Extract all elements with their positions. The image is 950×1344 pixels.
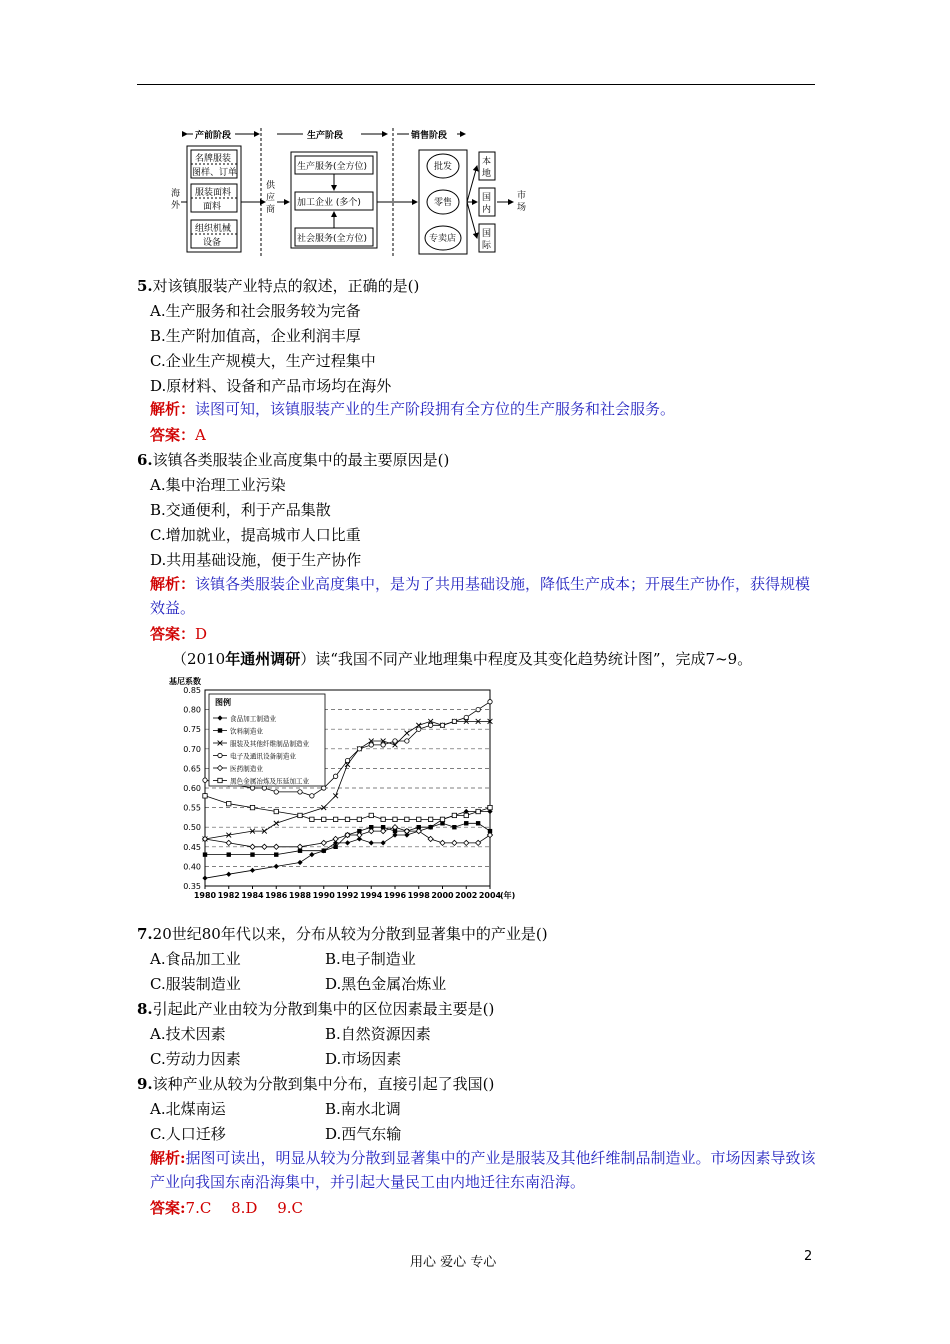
x-tick-label: 2000 xyxy=(431,891,454,900)
y-tick-label: 0.50 xyxy=(183,823,201,833)
data-point-4 xyxy=(250,786,254,790)
legend-title: 图例 xyxy=(215,698,231,707)
x-tick-label: 1982 xyxy=(217,891,240,900)
overseas-label-1: 海 xyxy=(171,189,181,199)
data-point-4 xyxy=(476,707,480,711)
series-line-2 xyxy=(205,823,490,854)
industry-flow-diagram xyxy=(165,124,545,260)
data-point-6 xyxy=(250,805,254,809)
stage-sale-label: 销售阶段 xyxy=(411,131,448,141)
page-number: 2 xyxy=(804,1249,813,1264)
q5-analysis: 解析：读图可知，该镇服装产业的生产阶段拥有全方位的生产服务和社会服务。 xyxy=(150,400,676,418)
data-point-5 xyxy=(250,844,255,849)
legend-entry: 服装及其他纤维制品制造业 xyxy=(230,739,310,748)
q7-option-d: D.黑色金属冶炼业 xyxy=(325,975,447,993)
data-point-1 xyxy=(369,840,374,845)
data-point-5 xyxy=(476,840,481,845)
data-point-5 xyxy=(464,840,469,845)
data-point-6 xyxy=(428,817,432,821)
data-point-2 xyxy=(333,845,337,849)
data-point-5 xyxy=(321,840,326,845)
x-tick-label: 1998 xyxy=(407,891,430,900)
data-point-5 xyxy=(262,844,267,849)
q9-option-a: A.北煤南运 xyxy=(150,1100,226,1118)
data-point-4 xyxy=(464,715,468,719)
data-point-1 xyxy=(297,860,302,865)
data-point-4 xyxy=(440,723,444,727)
local-label-1: 本 xyxy=(482,157,492,167)
x-tick-label: 2004 xyxy=(478,891,502,900)
data-point-4 xyxy=(405,739,409,743)
legend-marker xyxy=(218,728,222,732)
store-label: 专卖店 xyxy=(429,234,457,244)
x-tick-label: 1996 xyxy=(383,891,407,900)
data-point-6 xyxy=(310,817,314,821)
data-point-4 xyxy=(274,790,278,794)
x-tick-label: 1994 xyxy=(360,891,383,900)
q8-option-c: C.劳动力因素 xyxy=(150,1050,241,1068)
data-point-5 xyxy=(226,840,231,845)
fabric-label: 服装面料 xyxy=(195,188,232,198)
data-point-6 xyxy=(488,805,492,809)
supplier-label-3: 商 xyxy=(266,205,276,215)
data-point-4 xyxy=(393,739,397,743)
q8-option-a: A.技术因素 xyxy=(150,1025,226,1043)
q6-option-d: D.共用基础设施，便于生产协作 xyxy=(150,551,362,569)
data-point-6 xyxy=(298,813,302,817)
gini-line-chart xyxy=(165,672,520,900)
data-point-5 xyxy=(333,836,338,841)
data-point-4 xyxy=(381,743,385,747)
market-label-1: 市 xyxy=(517,191,527,201)
data-point-2 xyxy=(250,852,254,856)
question-5: 5.对该镇服装产业特点的叙述，正确的是() xyxy=(137,277,420,295)
data-point-5 xyxy=(440,840,445,845)
data-point-1 xyxy=(381,840,386,845)
q8-option-b: B.自然资源因素 xyxy=(325,1025,431,1043)
data-point-6 xyxy=(322,817,326,821)
prod-service-label: 生产服务(全方位) xyxy=(297,162,368,172)
q9-analysis: 解析:据图可读出，明显从较为分散到显著集中的产业是服装及其他纤维制品制造业。市场因素导致该产业向我国东南沿海集中，并引起大量民工由内地迁往东南沿海。 xyxy=(150,1149,816,1191)
data-point-2 xyxy=(322,849,326,853)
data-point-3 xyxy=(333,793,338,798)
q9-option-d: D.西气东输 xyxy=(325,1125,402,1143)
y-tick-label: 0.70 xyxy=(183,744,201,754)
processing-label: 加工企业 (多个) xyxy=(297,198,361,208)
legend-entry: 食品加工制造业 xyxy=(230,714,277,723)
data-point-1 xyxy=(345,840,350,845)
y-tick-label: 0.60 xyxy=(183,784,201,793)
data-point-6 xyxy=(381,817,385,821)
legend-entry: 黑色金属冶炼及压延加工业 xyxy=(230,777,310,786)
x-tick-label: 1980 xyxy=(193,891,217,900)
data-point-2 xyxy=(476,821,480,825)
q5-option-d: D.原材料、设备和产品市场均在海外 xyxy=(150,377,392,395)
data-point-6 xyxy=(227,801,231,805)
social-service-label: 社会服务(全方位) xyxy=(297,234,368,244)
question-7: 7.20世纪80年代以来，分布从较为分散到显著集中的产业是() xyxy=(137,925,548,943)
brand-orders-label: 图样、订单 xyxy=(192,168,238,178)
x-tick-label: 1992 xyxy=(336,891,359,900)
q6-option-a: A.集中治理工业污染 xyxy=(150,476,286,494)
data-point-6 xyxy=(345,817,349,821)
page-footer: 用心 爱心 专心 xyxy=(410,1255,497,1270)
data-point-2 xyxy=(274,852,278,856)
data-point-4 xyxy=(417,727,421,731)
question-9: 9.该种产业从较为分散到集中分布，直接引起了我国() xyxy=(137,1075,495,1093)
y-tick-label: 0.85 xyxy=(183,686,201,695)
y-tick-label: 0.80 xyxy=(183,705,201,715)
data-point-5 xyxy=(274,844,279,849)
x-axis-label: (年) xyxy=(500,891,516,900)
legend-entry: 医药制造业 xyxy=(230,764,263,773)
q7-option-c: C.服装制造业 xyxy=(150,975,241,993)
y-tick-label: 0.35 xyxy=(183,882,201,891)
machine-label: 组织机械 xyxy=(195,224,232,234)
q6-analysis: 解析：该镇各类服装企业高度集中，是为了共用基础设施，降低生产成本；开展生产协作，获得规模效益。 xyxy=(150,575,811,617)
data-point-4 xyxy=(488,700,492,704)
header-rule xyxy=(137,84,815,85)
wholesale-label: 批发 xyxy=(434,162,453,172)
x-tick-label: 1990 xyxy=(312,891,335,900)
data-point-4 xyxy=(298,790,302,794)
data-point-6 xyxy=(405,817,409,821)
international-label-2: 际 xyxy=(482,241,492,251)
data-point-6 xyxy=(417,817,421,821)
domestic-label-1: 国 xyxy=(482,193,492,203)
retail-label: 零售 xyxy=(434,198,453,208)
q5-option-b: B.生产附加值高，企业利润丰厚 xyxy=(150,327,361,345)
data-point-4 xyxy=(333,774,337,778)
question-6: 6.该镇各类服装企业高度集中的最主要原因是() xyxy=(137,451,450,469)
y-tick-label: 0.55 xyxy=(183,803,201,813)
data-point-4 xyxy=(262,786,266,790)
q8-option-d: D.市场因素 xyxy=(325,1050,402,1068)
data-point-2 xyxy=(428,825,432,829)
question-8: 8.引起此产业由较为分散到集中的区位因素最主要是() xyxy=(137,1000,495,1018)
data-point-6 xyxy=(440,817,444,821)
legend-marker xyxy=(218,778,222,782)
local-label-2: 地 xyxy=(482,169,492,179)
data-point-5 xyxy=(452,840,457,845)
domestic-label-2: 内 xyxy=(482,205,492,215)
overseas-label-2: 外 xyxy=(171,201,181,211)
data-point-4 xyxy=(452,719,456,723)
q9-option-b: B.南水北调 xyxy=(325,1100,401,1118)
y-axis-label: 基尼系数 xyxy=(169,677,201,686)
y-tick-label: 0.75 xyxy=(183,725,201,735)
data-point-1 xyxy=(309,852,314,857)
data-point-6 xyxy=(464,813,468,817)
data-point-6 xyxy=(393,817,397,821)
data-point-4 xyxy=(357,747,361,751)
data-point-1 xyxy=(226,872,231,877)
q5-option-a: A.生产服务和社会服务较为完备 xyxy=(150,302,361,320)
stage-prod-label: 生产阶段 xyxy=(307,131,344,141)
data-point-2 xyxy=(227,852,231,856)
y-tick-label: 0.40 xyxy=(183,862,201,872)
data-point-4 xyxy=(428,723,432,727)
data-point-4 xyxy=(203,778,207,782)
data-point-4 xyxy=(322,786,326,790)
data-point-4 xyxy=(369,743,373,747)
data-point-2 xyxy=(203,852,207,856)
equipment-label: 设备 xyxy=(203,238,222,248)
y-tick-label: 0.65 xyxy=(183,764,201,774)
x-tick-label: 1988 xyxy=(288,891,312,900)
data-point-6 xyxy=(333,817,337,821)
data-point-4 xyxy=(310,794,314,798)
data-point-6 xyxy=(476,809,480,813)
legend-entry: 电子及通讯设备制造业 xyxy=(230,752,296,761)
q7-option-b: B.电子制造业 xyxy=(325,950,416,968)
supplier-label-1: 供 xyxy=(266,181,276,191)
stage-pre-label: 产前阶段 xyxy=(195,131,232,141)
fabric-sub-label: 面料 xyxy=(203,202,222,212)
data-point-6 xyxy=(452,813,456,817)
x-tick-label: 1986 xyxy=(265,891,288,900)
q6-option-b: B.交通便利，利于产品集散 xyxy=(150,501,331,519)
q5-option-c: C.企业生产规模大，生产过程集中 xyxy=(150,352,376,370)
q6-option-c: C.增加就业，提高城市人口比重 xyxy=(150,526,361,544)
q6-answer: 答案：D xyxy=(150,625,208,643)
data-point-6 xyxy=(369,813,373,817)
market-label-2: 场 xyxy=(517,203,527,213)
data-point-5 xyxy=(428,836,433,841)
q9-option-c: C.人口迁移 xyxy=(150,1125,226,1143)
data-point-6 xyxy=(274,809,278,813)
x-tick-label: 1984 xyxy=(241,891,264,900)
data-point-3 xyxy=(404,731,409,736)
data-point-6 xyxy=(357,817,361,821)
y-tick-label: 0.45 xyxy=(183,842,201,852)
q9-answer: 答案:7.C 8.D 9.C xyxy=(150,1199,303,1217)
brand-label: 名牌服装 xyxy=(195,154,232,164)
q5-answer: 答案：A xyxy=(150,426,206,444)
supplier-label-2: 应 xyxy=(266,193,276,203)
data-point-3 xyxy=(274,821,279,826)
data-point-1 xyxy=(274,864,279,869)
chart-intro: （2010年通州调研）读“我国不同产业地理集中程度及其变化趋势统计图”，完成7~9。 xyxy=(172,650,753,668)
international-label-1: 国 xyxy=(482,229,492,239)
data-point-1 xyxy=(202,876,207,881)
data-point-6 xyxy=(203,794,207,798)
data-point-2 xyxy=(452,825,456,829)
legend-marker xyxy=(218,753,222,757)
x-tick-label: 2002 xyxy=(455,891,478,900)
legend-entry: 饮料制造业 xyxy=(230,727,263,736)
data-point-2 xyxy=(464,821,468,825)
q7-option-a: A.食品加工业 xyxy=(150,950,241,968)
data-point-1 xyxy=(250,868,255,873)
data-point-4 xyxy=(345,758,349,762)
